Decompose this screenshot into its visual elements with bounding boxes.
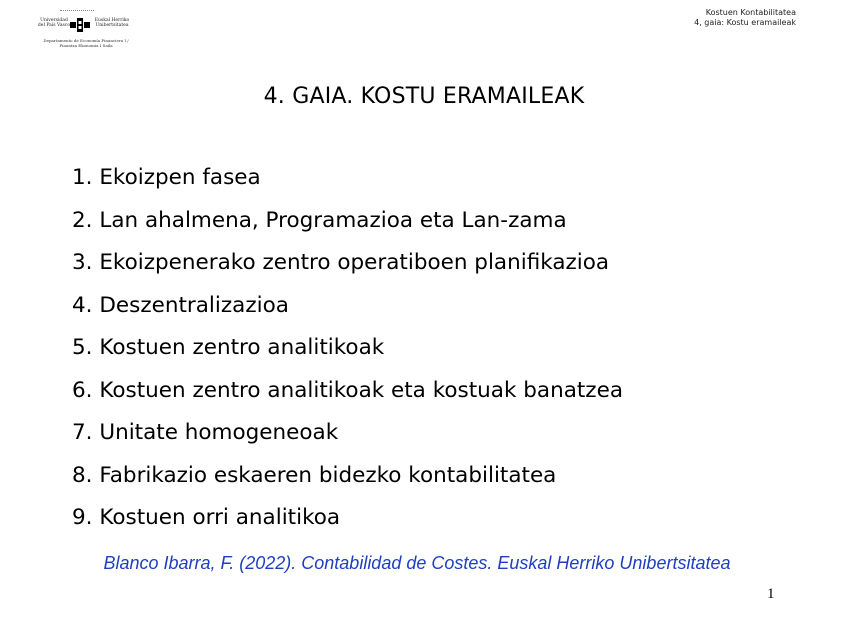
university-logo: [36, 8, 136, 52]
page-title: 4. GAIA. KOSTU ERAMAILEAK: [263, 84, 585, 109]
toc-item: 6. Kostuen zentro analitikoak eta kostuak banatzea: [72, 377, 623, 403]
toc-item: 8. Fabrikazio eskaeren bidezko kontabilitatea: [72, 462, 557, 488]
bibliographic-reference: Blanco Ibarra, F. (2022). Contabilidad de Costes. Euskal Herriko Unibertsitatea: [103, 553, 731, 573]
logo-top-rule: [60, 10, 94, 11]
toc-item: 1. Ekoizpen fasea: [72, 165, 261, 190]
header-chapter: 4, gaia: Kostu eramaileak: [694, 18, 796, 27]
running-header: [694, 8, 796, 28]
toc-item: 4. Deszentralizazioa: [72, 292, 289, 318]
page-number: 1: [767, 586, 775, 602]
header-course: Kostuen Kontabilitatea: [705, 8, 796, 17]
table-of-contents: [72, 160, 623, 543]
toc-item: 3. Ekoizpenerako zentro operatiboen planifikazioa: [72, 250, 610, 275]
toc-item: 5. Kostuen zentro analitikoak: [72, 335, 385, 360]
toc-item: 7. Unitate homogeneoak: [72, 420, 339, 445]
logo-right-text: Euskal Herriko Unibertsitatea: [94, 18, 130, 28]
logo-department-text: Departamento de Economía Financiera I / Finantza Ekonomia I Saila: [43, 38, 129, 48]
toc-item: 2. Lan ahalmena, Programazioa eta Lan-zama: [72, 207, 567, 233]
university-emblem-icon: [70, 18, 90, 32]
logo-left-text: Universidad del País Vasco: [37, 18, 71, 28]
toc-item: 9. Kostuen orri analitikoa: [72, 505, 341, 530]
